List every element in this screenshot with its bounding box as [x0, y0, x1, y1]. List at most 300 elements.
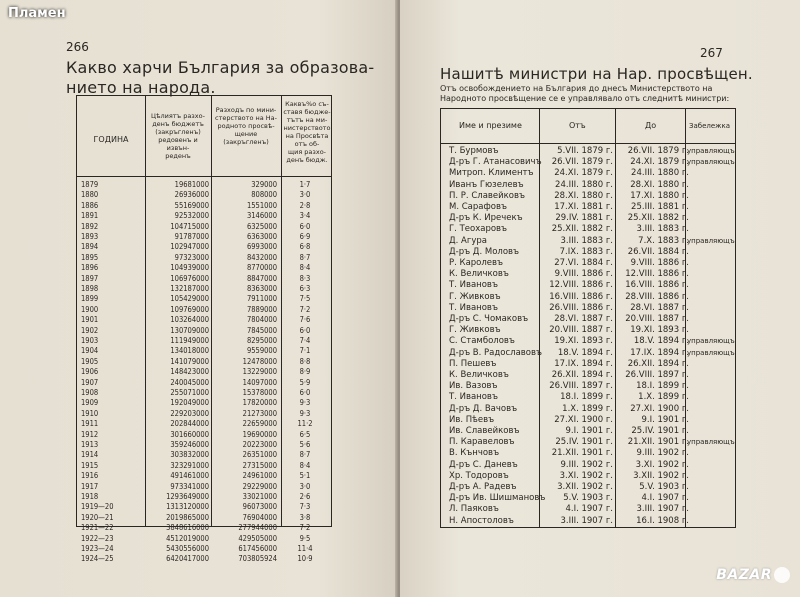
table-row	[77, 450, 333, 460]
table-row	[77, 461, 333, 471]
year-cell: 1910	[81, 408, 99, 418]
year-cell: 1921—22	[81, 523, 114, 533]
ministry-cell: 33021000	[242, 492, 277, 501]
year-cell: 1916	[81, 471, 99, 481]
brand-logo-text: BAZAR	[716, 567, 772, 583]
table-row	[77, 346, 333, 356]
percent-cell: 5·1	[299, 471, 311, 481]
to-cell: 4.I. 1907 г.	[641, 493, 689, 504]
budget-cell: 2019865000	[166, 512, 209, 522]
percent-cell: 1·7	[299, 180, 311, 189]
to-cell: 3.XII. 1902 г.	[633, 470, 689, 481]
name-cell: М. Сарафовъ	[449, 202, 507, 212]
budget-cell: 3848616000	[166, 523, 209, 533]
budget-cell: 109769000	[170, 304, 209, 314]
table-row	[77, 388, 333, 398]
percent-cell: 10·9	[297, 554, 313, 564]
table-row	[77, 419, 333, 429]
from-cell: 9.VIII. 1886 г.	[554, 269, 613, 280]
percent-cell: 2·6	[299, 492, 311, 501]
table-row	[77, 263, 333, 273]
header-percent-line: тътъ на ми-	[286, 116, 328, 124]
year-cell: 1902	[81, 325, 99, 335]
to-cell: 18.V. 1894 г.	[633, 336, 689, 347]
table-row	[77, 440, 333, 450]
table-row	[441, 257, 737, 269]
budget-cell: 92532000	[174, 211, 209, 221]
from-cell: 5.V. 1903 г.	[563, 493, 613, 504]
percent-cell: 5·9	[299, 377, 311, 387]
from-cell: 3.XI. 1902 г.	[559, 470, 613, 481]
percent-cell: 6·5	[299, 429, 311, 439]
ministry-cell: 7889000	[246, 304, 277, 314]
table-row	[441, 425, 737, 437]
name-cell: П. Р. Славейковъ	[449, 190, 526, 201]
table-row	[441, 291, 737, 303]
table-row	[77, 294, 333, 304]
from-cell: 18.I. 1899 г.	[560, 392, 613, 403]
name-cell: Хр. Тодоровъ	[449, 470, 509, 481]
header-percent-line: отъ об-	[294, 140, 320, 148]
percent-cell: 8·3	[299, 273, 311, 283]
table-row	[77, 326, 333, 336]
ministry-cell: 8432000	[246, 252, 277, 262]
budget-cell: 973341000	[170, 481, 209, 491]
name-cell: Т. Ивановъ	[449, 392, 498, 403]
year-cell: 1912	[81, 429, 99, 439]
budget-cell: 301660000	[170, 429, 209, 439]
header-to: До	[645, 121, 657, 130]
ministry-cell: 14097000	[242, 377, 277, 387]
table-row	[77, 430, 333, 440]
header-percent-line: ставя бюдже-	[283, 108, 331, 116]
header-percent-line: щия разхо-	[287, 148, 327, 156]
table-row	[77, 471, 333, 481]
table-row	[441, 380, 737, 392]
to-cell: 5.V. 1903 г.	[639, 482, 689, 492]
note-cell: управляющъ	[687, 236, 735, 245]
name-cell: Н. Апостоловъ	[449, 515, 514, 526]
percent-cell: 3·8	[299, 512, 311, 522]
note-cell: управляющъ	[687, 147, 735, 155]
percent-cell: 11·4	[297, 544, 313, 553]
to-cell: 1.X. 1899 г.	[638, 392, 689, 403]
table-row	[77, 284, 333, 294]
table-row	[77, 253, 333, 263]
ministry-cell: 27315000	[242, 460, 277, 470]
budget-cell: 1293649000	[166, 492, 209, 501]
table-row	[77, 513, 333, 523]
percent-cell: 6·8	[299, 242, 311, 252]
ministry-cell: 1551000	[246, 200, 277, 210]
year-cell: 1894	[81, 242, 99, 252]
from-cell: 26.VIII. 1897 г.	[549, 381, 613, 392]
percent-cell: 5·6	[299, 440, 311, 449]
table-row	[77, 398, 333, 408]
name-cell: К. Величковъ	[449, 269, 509, 280]
header-percent	[283, 100, 331, 164]
table-row	[441, 235, 737, 247]
table-row	[441, 201, 737, 213]
right-title: Нашитѣ министри на Нар. просвѣщен.	[440, 65, 753, 83]
year-cell: 1891	[81, 211, 99, 221]
table-row	[441, 268, 737, 280]
ministry-cell: 7911000	[246, 294, 277, 304]
ministers-table	[440, 108, 736, 528]
table-row	[441, 414, 737, 426]
budget-cell: 6420417000	[166, 554, 209, 564]
table-row	[441, 358, 737, 370]
table-row	[441, 190, 737, 202]
table-row	[441, 324, 737, 336]
note-cell: управляющъ	[687, 438, 735, 447]
percent-cell: 6·3	[299, 284, 311, 293]
name-cell: В. Кънчовъ	[449, 448, 500, 459]
name-cell: Р. Каролевъ	[449, 258, 504, 268]
ministry-cell: 6325000	[246, 221, 277, 231]
to-cell: 26.VIII. 1897 г.	[625, 370, 689, 380]
to-cell: 27.XI. 1900 г.	[630, 403, 689, 414]
ministry-cell: 19690000	[242, 429, 277, 439]
from-cell: 5.VII. 1879 г.	[557, 146, 613, 156]
year-cell: 1911	[81, 419, 99, 429]
page-number-right: 267	[700, 46, 723, 60]
header-ministry-expense-line: родното просвѣ-	[217, 122, 275, 130]
year-cell: 1908	[81, 388, 99, 397]
header-total-budget-line: редовенъ и извън-	[158, 136, 198, 152]
from-cell: 3.III. 1907 г.	[560, 515, 613, 526]
percent-cell: 8·7	[299, 252, 311, 262]
year-cell: 1897	[81, 273, 99, 283]
from-cell: 27.VI. 1884 г.	[554, 258, 613, 268]
from-cell: 4.I. 1907 г.	[565, 504, 613, 515]
name-cell: Д-ръ К. Иречекъ	[449, 213, 523, 224]
watermark-seller: Пламен	[8, 6, 66, 21]
year-cell: 1913	[81, 440, 99, 449]
percent-cell: 7·2	[299, 523, 311, 533]
table-row	[441, 403, 737, 415]
to-cell: 3.XI. 1902 г.	[635, 459, 689, 470]
to-cell: 17.IX. 1894 г.	[630, 347, 689, 358]
name-cell: Д-ръ В. Радославовъ	[449, 347, 542, 358]
from-cell: 9.III. 1902 г.	[560, 459, 613, 470]
budget-cell: 132187000	[170, 284, 209, 293]
budget-cell: 104939000	[170, 263, 209, 273]
table-row	[441, 470, 737, 482]
budget-cell: 359246000	[170, 440, 209, 449]
from-cell: 3.III. 1883 г.	[560, 235, 613, 246]
ministry-cell: 8363000	[246, 284, 277, 293]
budget-cell: 192049000	[170, 398, 209, 408]
header-note: Забележка	[689, 122, 731, 130]
percent-cell: 6·9	[299, 232, 311, 241]
year-cell: 1904	[81, 346, 99, 356]
ministry-cell: 8847000	[246, 273, 277, 283]
year-cell: 1923—24	[81, 544, 114, 553]
from-cell: 26.VIII. 1886 г.	[549, 302, 613, 313]
header-percent-line: Каквъ%о съ-	[285, 100, 329, 108]
name-cell: Иванъ Гюзелевъ	[449, 179, 524, 190]
from-cell: 16.VIII. 1886 г.	[549, 291, 613, 302]
year-cell: 1886	[81, 200, 99, 210]
education-budget-table	[76, 95, 332, 564]
header-total-budget-line: Цѣлиятъ разхо-	[151, 112, 205, 120]
percent-cell: 8·9	[299, 367, 311, 377]
percent-cell: 3·0	[299, 190, 311, 200]
percent-cell: 6·0	[299, 388, 311, 397]
to-cell: 28.VIII. 1886 г.	[625, 291, 689, 302]
name-cell: П. Каравеловъ	[449, 437, 515, 448]
table-row	[77, 409, 333, 419]
to-cell: 26.VII. 1879 г.	[627, 146, 689, 156]
percent-cell: 3·0	[299, 481, 311, 491]
from-cell: 17.IX. 1894 г.	[554, 358, 613, 369]
year-cell: 1903	[81, 336, 99, 345]
budget-cell: 55169000	[174, 200, 209, 210]
percent-cell: 2·8	[299, 200, 311, 210]
name-cell: Д. Агура	[449, 235, 487, 246]
year-cell: 1898	[81, 284, 99, 293]
budget-cell: 130709000	[170, 325, 209, 335]
table-row	[77, 482, 333, 492]
budget-cell: 255071000	[170, 388, 209, 397]
budget-cell: 202844000	[170, 419, 209, 429]
header-name: Име и презиме	[459, 121, 522, 130]
year-cell: 1920—21	[81, 512, 114, 522]
header-percent-line: на Просвѣта	[285, 132, 329, 140]
table-row	[441, 167, 737, 179]
left-title-line1: Какво харчи България за образова-	[66, 58, 375, 77]
percent-cell: 8·7	[299, 450, 311, 460]
budget-cell: 104715000	[170, 221, 209, 231]
budget-cell: 240045000	[170, 377, 209, 387]
ministry-cell: 26351000	[242, 450, 277, 460]
table-row	[77, 180, 333, 190]
to-cell: 26.VII. 1884 г.	[627, 246, 689, 257]
year-cell: 1879	[81, 180, 99, 189]
year-cell: 1900	[81, 304, 99, 314]
right-subtitle-line2: Народното просвѣщение се е управлявало отъ следнитѣ министри:	[440, 94, 730, 103]
table-row	[77, 378, 333, 388]
header-ministry-expense-line: (закръгленъ)	[223, 138, 269, 146]
year-cell: 1917	[81, 481, 99, 491]
name-cell: Г. Живковъ	[449, 325, 501, 336]
table-row	[441, 156, 737, 168]
table-row	[441, 515, 737, 527]
year-cell: 1907	[81, 377, 99, 387]
name-cell: Г. Живковъ	[449, 291, 501, 302]
table-row	[441, 223, 737, 235]
table-row	[77, 274, 333, 284]
name-cell: Ив. Славейковъ	[449, 426, 520, 436]
percent-cell: 6·0	[299, 221, 311, 231]
to-cell: 21.XII. 1901 г.	[627, 437, 689, 448]
to-cell: 3.III. 1907 г.	[636, 504, 689, 515]
right-subtitle-line1: Отъ освобождението на България до днесъ Министерството на	[440, 84, 713, 93]
name-cell: Т. Ивановъ	[449, 302, 498, 313]
table-row	[441, 145, 737, 157]
header-from: Отъ	[569, 121, 586, 130]
left-page	[0, 0, 398, 597]
budget-cell: 105429000	[170, 294, 209, 304]
budget-cell: 148423000	[170, 367, 209, 377]
name-cell: Т. Ивановъ	[449, 280, 498, 291]
ministry-cell: 277944000	[238, 523, 277, 533]
percent-cell: 9·3	[299, 408, 311, 418]
ministry-cell: 6363000	[246, 232, 277, 241]
year-cell: 1905	[81, 356, 99, 366]
name-cell: Г. Теохаровъ	[449, 224, 508, 235]
year-cell: 1893	[81, 232, 99, 241]
name-cell: Д-ръ Г. Атанасовичъ	[449, 157, 542, 168]
percent-cell: 6·0	[299, 325, 311, 335]
table-row	[441, 492, 737, 504]
percent-cell: 11·2	[297, 419, 313, 429]
ministry-cell: 329000	[251, 180, 277, 189]
table-row	[441, 179, 737, 191]
from-cell: 9.I. 1901 г.	[565, 426, 613, 436]
header-ministry-expense-line: стерството на На-	[215, 114, 277, 122]
budget-cell: 229203000	[170, 408, 209, 418]
name-cell: Л. Паяковъ	[449, 504, 499, 515]
header-ministry-expense-line: Разходъ по мини-	[215, 106, 277, 114]
year-cell: 1918	[81, 492, 99, 501]
budget-cell: 1313120000	[166, 502, 209, 512]
budget-cell: 4512019000	[166, 533, 209, 543]
table-row	[441, 436, 737, 448]
ministry-cell: 6993000	[246, 242, 277, 252]
budget-cell: 103264000	[170, 315, 209, 325]
table-row	[77, 232, 333, 242]
from-cell: 26.VII. 1879 г.	[551, 157, 613, 168]
to-cell: 18.I. 1899 г.	[636, 381, 689, 392]
table-row	[441, 369, 737, 381]
to-cell: 9.III. 1902 г.	[636, 448, 689, 459]
to-cell: 28.VI. 1887 г.	[630, 302, 689, 313]
table-row	[77, 534, 333, 544]
table-row	[77, 523, 333, 533]
header-total-budget-line: (закръгленъ)	[155, 128, 201, 136]
to-cell: 9.I. 1901 г.	[641, 414, 689, 425]
year-cell: 1895	[81, 252, 99, 262]
to-cell: 9.VIII. 1886 г.	[630, 258, 689, 268]
to-cell: 24.XI. 1879 г.	[630, 157, 689, 168]
year-cell: 1880	[81, 190, 99, 200]
year-cell: 1899	[81, 294, 99, 304]
name-cell: Д-ръ С. Даневъ	[449, 459, 518, 470]
table-row	[77, 554, 333, 564]
table-row	[441, 503, 737, 515]
table-row	[77, 492, 333, 502]
header-total-budget	[147, 112, 209, 160]
name-cell: Ив. Вазовъ	[449, 381, 498, 392]
note-cell: управляющъ	[687, 337, 735, 346]
ministry-cell: 703805924	[238, 554, 277, 564]
table-row	[77, 211, 333, 221]
ministry-cell: 22659000	[242, 419, 277, 429]
ministry-cell: 29229000	[242, 481, 277, 491]
budget-cell: 134018000	[170, 346, 209, 356]
name-cell: К. Величковъ	[449, 370, 509, 380]
table-row	[77, 190, 333, 200]
to-cell: 28.XI. 1880 г.	[630, 179, 689, 190]
ministry-cell: 808000	[251, 190, 277, 200]
ministry-cell: 617456000	[238, 544, 277, 553]
percent-cell: 7·4	[299, 336, 311, 345]
budget-cell: 97323000	[174, 252, 209, 262]
name-cell: Ив. Пѣевъ	[449, 414, 495, 425]
header-year: ГОДИНА	[93, 135, 129, 144]
ministry-cell: 8770000	[246, 263, 277, 273]
table-row	[77, 201, 333, 211]
page-number-left: 266	[66, 40, 89, 54]
from-cell: 20.VIII. 1887 г.	[549, 325, 613, 336]
ministry-cell: 13229000	[242, 367, 277, 377]
from-cell: 26.XII. 1894 г.	[551, 370, 613, 380]
from-cell: 25.XII. 1882 г.	[551, 224, 613, 235]
ministry-cell: 24961000	[242, 471, 277, 481]
from-cell: 21.XII. 1901 г.	[551, 448, 613, 459]
budget-cell: 491461000	[170, 471, 209, 481]
note-cell: управляющъ	[687, 348, 735, 357]
percent-cell: 7·1	[299, 346, 311, 356]
from-cell: 1.X. 1899 г.	[562, 403, 613, 414]
year-cell: 1922—23	[81, 533, 114, 543]
table-row	[77, 502, 333, 512]
budget-cell: 111949000	[170, 336, 209, 345]
ministry-cell: 20223000	[242, 440, 277, 449]
from-cell: 7.IX. 1883 г.	[559, 246, 613, 257]
year-cell: 1909	[81, 398, 99, 408]
table-row	[441, 459, 737, 471]
from-cell: 28.VI. 1887 г.	[554, 314, 613, 324]
percent-cell: 7·3	[299, 502, 311, 512]
table-row	[441, 335, 737, 347]
from-cell: 27.XI. 1900 г.	[554, 414, 613, 425]
ministry-cell: 429505000	[238, 533, 277, 543]
to-cell: 7.X. 1883 г.	[638, 235, 689, 246]
header-total-budget-line: денъ бюджетъ	[152, 120, 204, 128]
year-cell: 1924—25	[81, 554, 114, 564]
percent-cell: 8·4	[299, 460, 311, 470]
ministry-cell: 3146000	[246, 211, 277, 221]
table-row	[77, 544, 333, 554]
to-cell: 16.VIII. 1886 г.	[625, 280, 689, 291]
table-row	[441, 347, 737, 359]
budget-cell: 102947000	[170, 242, 209, 252]
to-cell: 3.III. 1883 г.	[636, 224, 689, 235]
table-row	[77, 242, 333, 252]
table-row	[77, 336, 333, 346]
ministry-cell: 12478000	[242, 356, 277, 366]
to-cell: 25.XII. 1882 г.	[627, 213, 689, 224]
ministry-cell: 9559000	[246, 346, 277, 356]
table-row	[77, 367, 333, 377]
to-cell: 19.XI. 1893 г.	[630, 325, 689, 336]
ministry-cell: 96073000	[242, 502, 277, 512]
name-cell: Митроп. Климентъ	[449, 168, 534, 179]
percent-cell: 9·5	[299, 533, 311, 543]
percent-cell: 7·6	[299, 315, 311, 325]
ministry-cell: 7845000	[246, 325, 277, 335]
header-ministry-expense	[213, 106, 279, 146]
right-page	[400, 0, 800, 597]
percent-cell: 7·5	[299, 294, 311, 304]
ministry-cell: 7804000	[246, 315, 277, 325]
percent-cell: 7·2	[299, 304, 311, 314]
header-percent-line: денъ бюдж.	[286, 156, 328, 164]
from-cell: 29.IV. 1881 г.	[555, 213, 613, 224]
